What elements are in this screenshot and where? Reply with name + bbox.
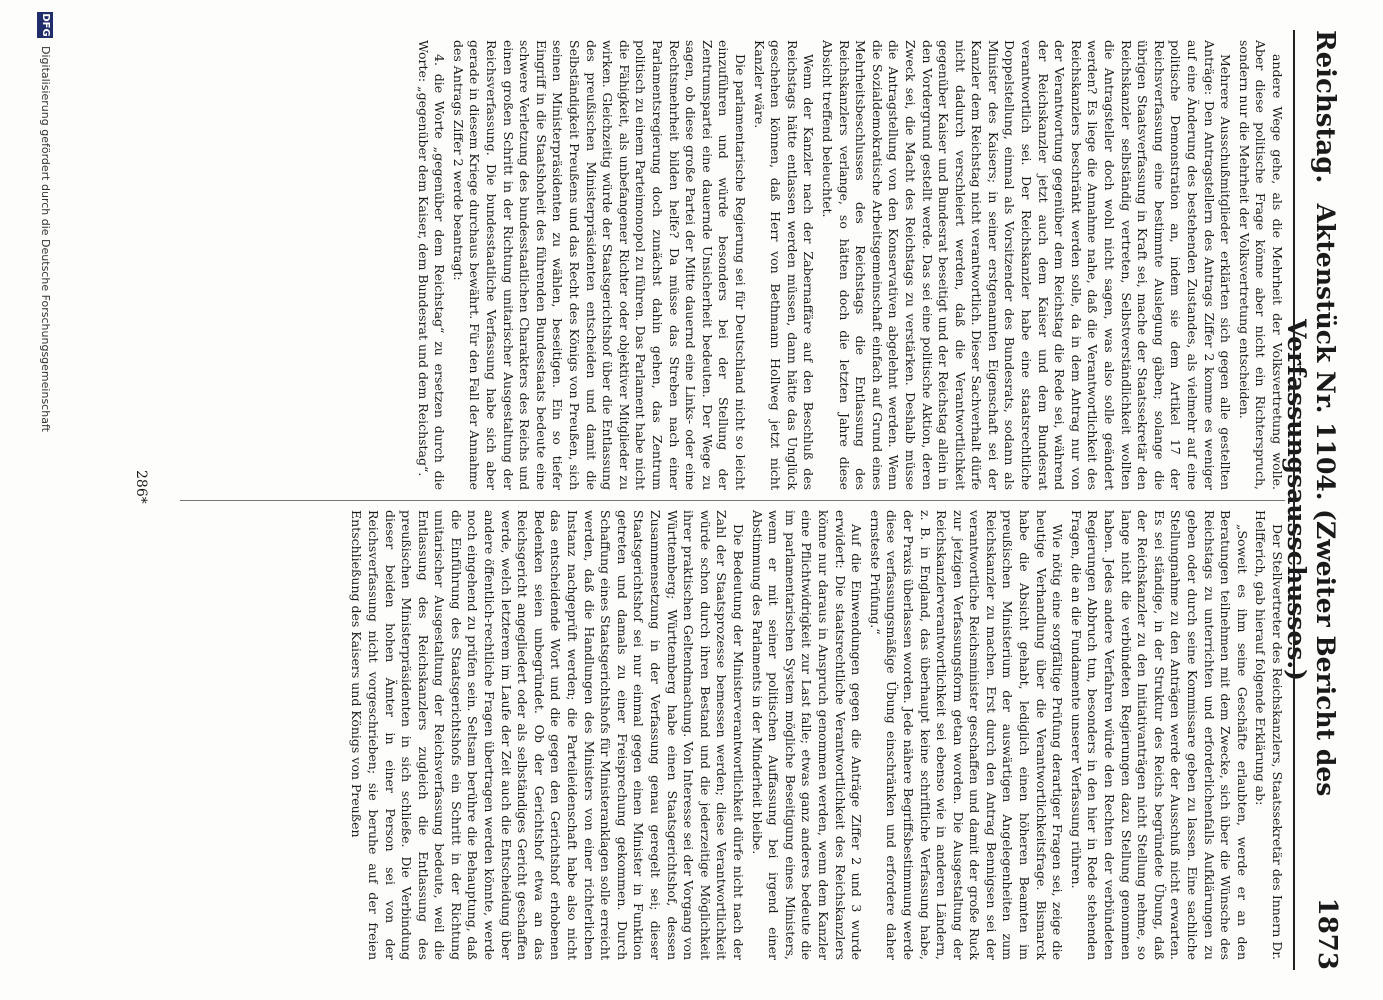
page-header <box>1282 30 1368 970</box>
left-column <box>180 40 1285 490</box>
paragraph: Mehrere Ausschußmitglieder erklärten sich gegen alle gestellten Anträge: Den Antragstellern des Antrags Ziffer 2 komme es weniger auf eine Änderung des bestehenden Zustandes, als vielmehr auf eine politische Demonstration an, indem sie dem Artikel 17 der Reichsverfassung eine bestimmte Auslegung gäben; solange die übrigen Staatsverfassung in Kraft sei, mache der Staatssekretär den Reichskanzler selbständig vertreten, Selbstverständlichkeit wollten die Antragsteller doch wohl nicht sagen, was also solle geändert werden? Es liege die Annahme nahe, daß die Verantwortlichkeit des Reichskanzlers beschränkt werden solle, da in dem Antrag nur von der Verantwortung gegenüber dem Reichstag die Rede sei, während der Reichskanzler jetzt auch dem Kaiser und dem Bundesrat verantwortlich sei. Der Reichskanzler habe eine staatsrechtliche Doppelstellung, einmal als Vorsitzender des Bundesrats, sodann als Minister des Kaisers; in seiner erstgenannten Eigenschaft sei der Kanzler dem Reichstag nicht verantwortlich. Dieser Sachverhalt dürfe nicht dadurch verschleiert werden, daß die Verantwortlichkeit gegenüber Kaiser und Bundesrat beseitigt und der Reichstag allein in den Vordergrund gestellt werde. Das sei eine politische Aktion, deren Zweck sei, die Macht des Reichstags zu verstärken. Deshalb müsse die Antragstellung von den Konservativen abgelehnt werden. Wenn die Sozialdemokratische Arbeitsgemeinschaft einfach auf Grund eines Mehrheitsbeschlusses des Reichstags die Entlassung des Reichskanzlers verlange, so hätten doch die letzten Jahre diese Absicht treffend beleuchtet. <box>819 40 1234 490</box>
paragraph: Wenn der Kanzler nach der Zabernaffäre auf den Beschluß des Reichstags hätte entlassen werden müssen, dann hätte das Unglück geschehen können, daß Herr von Bethmann Hollweg jetzt nicht Kanzler wäre. <box>751 40 817 490</box>
paragraph: Auf die Einwendungen gegen die Anträge Ziffer 2 und 3 wurde erwidert: Die staatsrechtliche Verantwortlichkeit des Reichskanzlers könne nur daraus in Anspruch genommen werden, wenn dem Kanzler eine Pflichtwidrigkeit zur Last falle; etwas ganz anderes bedeute die im parlamentarischen System mögliche Beseitigung eines Ministers, wenn er mit seiner politischen Auffassung bei irgend einer Abstimmung des Parlaments in der Minderheit bleibe. <box>749 510 865 960</box>
funding-text: Digitalisierung gefördert durch die Deutsche Forschungsgemeinschaft <box>39 46 52 432</box>
paragraph: Die Bedeutung der Ministerverantwortlichkeit dürfe nicht nach der Zahl der Staatsprozesse bemessen werden; diese Verantwortlichkeit würde schon durch ihren Bestand und die jederzeitige Möglichkeit ihrer praktischen Geltendmachung. Von Interesse sei der Vorgang von Württemberg; Württemberg habe einen Staatsgerichtshof, dessen Zusammensetzung in der Verfassung genau geregelt sei; dieser Staatsgerichtshof sei nur einmal gegen einen Minister in Funktion getreten und damals zu einer Freisprechung gekommen. Durch Schaffung eines Staatsgerichtshofs für Ministeranklagen solle erreicht werden, daß die Handlungen des Ministers von einer richterlichen Instanz nachgeprüft werden; die Parteileidenschaft habe also nicht das entscheidende Wort und die gegen den Gerichtshof erhobenen Bedenken seien unbegründet. Ob der Gerichtshof etwa an das Reichsgericht angegliedert oder als selbständiges Gericht geschaffen werde, welch letzterem im Laufe der Zeit auch die Entscheidung über andere öffentlich-rechtliche Fragen übertragen werden könnte, werde noch eingehend zu prüfen sein. Seltsam berühre die Behauptung, daß die Einführung des Staatsgerichtshofs ein Schritt in der Richtung unitarischer Ausgestaltung der Reichsverfassung bedeute, weil die Entlassung des Reichskanzlers zugleich die Entlassung des preußischen Ministerpräsidenten in sich schließe. Die Verbindung dieser beiden hohen Ämter in einer Person sei von der Reichsverfassung nicht vorgeschrieben; sie beruhe auf der freien Entschließung des Kaisers und Königs von Preußen <box>349 510 746 960</box>
header-left: Reichstag. <box>1310 30 1340 184</box>
paragraph: 4. die Worte „gegenüber dem Reichstag“ zu ersetzen durch die Worte: „gegenüber dem Kaiser, dem Bundesrat und dem Reichstag“. <box>415 40 448 490</box>
paragraph: Die parlamentarische Regierung sei für Deutschland nicht so leicht einzuführen und würde besonders bei der Stellung der Zentrumspartei eine dauernde Unsicherheit bedeuten. Der Wege zu sagen, ob diese große Partei der Mitte dauernd eine Links- oder eine Rechtsmehrheit bilden helfe? Da müsse das Streben nach einer Parlamentsregierung doch zunächst dahin gehen, das Zentrum politisch zu einem Parteimonopol zu führen. Das Parlament habe nicht die Fähigkeit, als unbefangener Richter oder objektiver Mitglieder zu wirken. Gleichzeitig würde der Staatsgerichtshof über die Entlassung des preußischen Ministerpräsidenten entscheiden und damit die Selbständigkeit Preußens und das Recht des Königs von Preußen, sich seinen Ministerpräsidenten zu wählen, beseitigen. Ein so tiefer Eingriff in die Staatshoheit des führenden Bundesstaats bedeute eine schwere Verletzung des bundesstaatlichen Charakters des Reichs und einen großen Schritt in der Richtung unitarischer Ausgestaltung der Reichsverfassung. Die bundesstaatliche Verfassung habe sich aber gerade in diesem Kriege durchaus bewährt. Für den Fall der Annahme des Antrags Ziffer 2 werde beantragt: <box>450 40 748 490</box>
paragraph: „Soweit es ihm seine Geschäfte erlaubten, werde er an den Beratungen teilnehmen mit dem Zwecke, sich über die Wünsche des Reichstags zu unterrichten und erforderlichenfalls Aufklärungen zu geben oder durch seine Kommissare geben zu lassen. Eine sachliche Stellungnahme zu den Anträgen werde der Ausschuß nicht erwarten. Es sei ständige, in der Struktur des Reichs begründete Übung, daß der Reichskanzler zu den Initiativanträgen nicht Stellung nehme, so lange nicht die verbündeten Regierungen dazu Stellung genommen haben. Jedes andere Verfahren würde den Rechten der verbündeten Regierungen Abbruch tun, besonders in den hier in Rede stehenden Fragen, die an die Fundamente unserer Verfassung rühren. <box>1068 510 1250 960</box>
dfg-logo: DFG <box>37 12 53 38</box>
paragraph: Der Stellvertreter des Reichskanzlers, Staatssekretär des Innern Dr. Helfferich, gab hierauf folgende Erklärung ab: <box>1253 510 1285 960</box>
header-page-number: 1873 <box>1312 897 1342 970</box>
funding-note <box>33 0 55 1000</box>
header-rule <box>1293 30 1295 970</box>
column-divider <box>180 500 1285 501</box>
right-column <box>180 510 1285 960</box>
paragraph: Wie nötig eine sorgfältige Prüfung derartiger Fragen sei, zeige die heutige Verhandlung über die Verantwortlichkeitsfrage. Bismarck habe die Absicht gehabt, lediglich einen höheren Beamten im preußischen Ministerium der auswärtigen Angelegenheiten zum Reichskanzler zu machen. Erst durch den Antrag Bennigsen sei der verantwortliche Reichsminister geschaffen und damit der große Ruck zur jetzigen Verfassungsform getan worden. Die Ausgestaltung der Reichskanzlerverantwortlichkeit sei ebenso wie in anderen Ländern, z. B. in England, das überhaupt keine schriftliche Verfassung habe, der Praxis überlassen worden. Jede nähere Begriffsbestimmung werde diese verfassungsmäßige Übung einschränken und erfordere daher ernsteste Prüfung.“ <box>867 510 1066 960</box>
header-title: Aktenstück Nr. 1104. (Zweiter Bericht des Verfassungsausschusses.) <box>1282 203 1340 797</box>
footer-page-number: 286* <box>133 470 149 504</box>
paragraph: andere Wege gehe, als die Mehrheit der Volksvertretung wolle. Aber diese politische Frage könne aber nicht ein Richterspruch, sondern nur die Mehrheit der Volksvertretung entscheiden. <box>1236 40 1285 490</box>
